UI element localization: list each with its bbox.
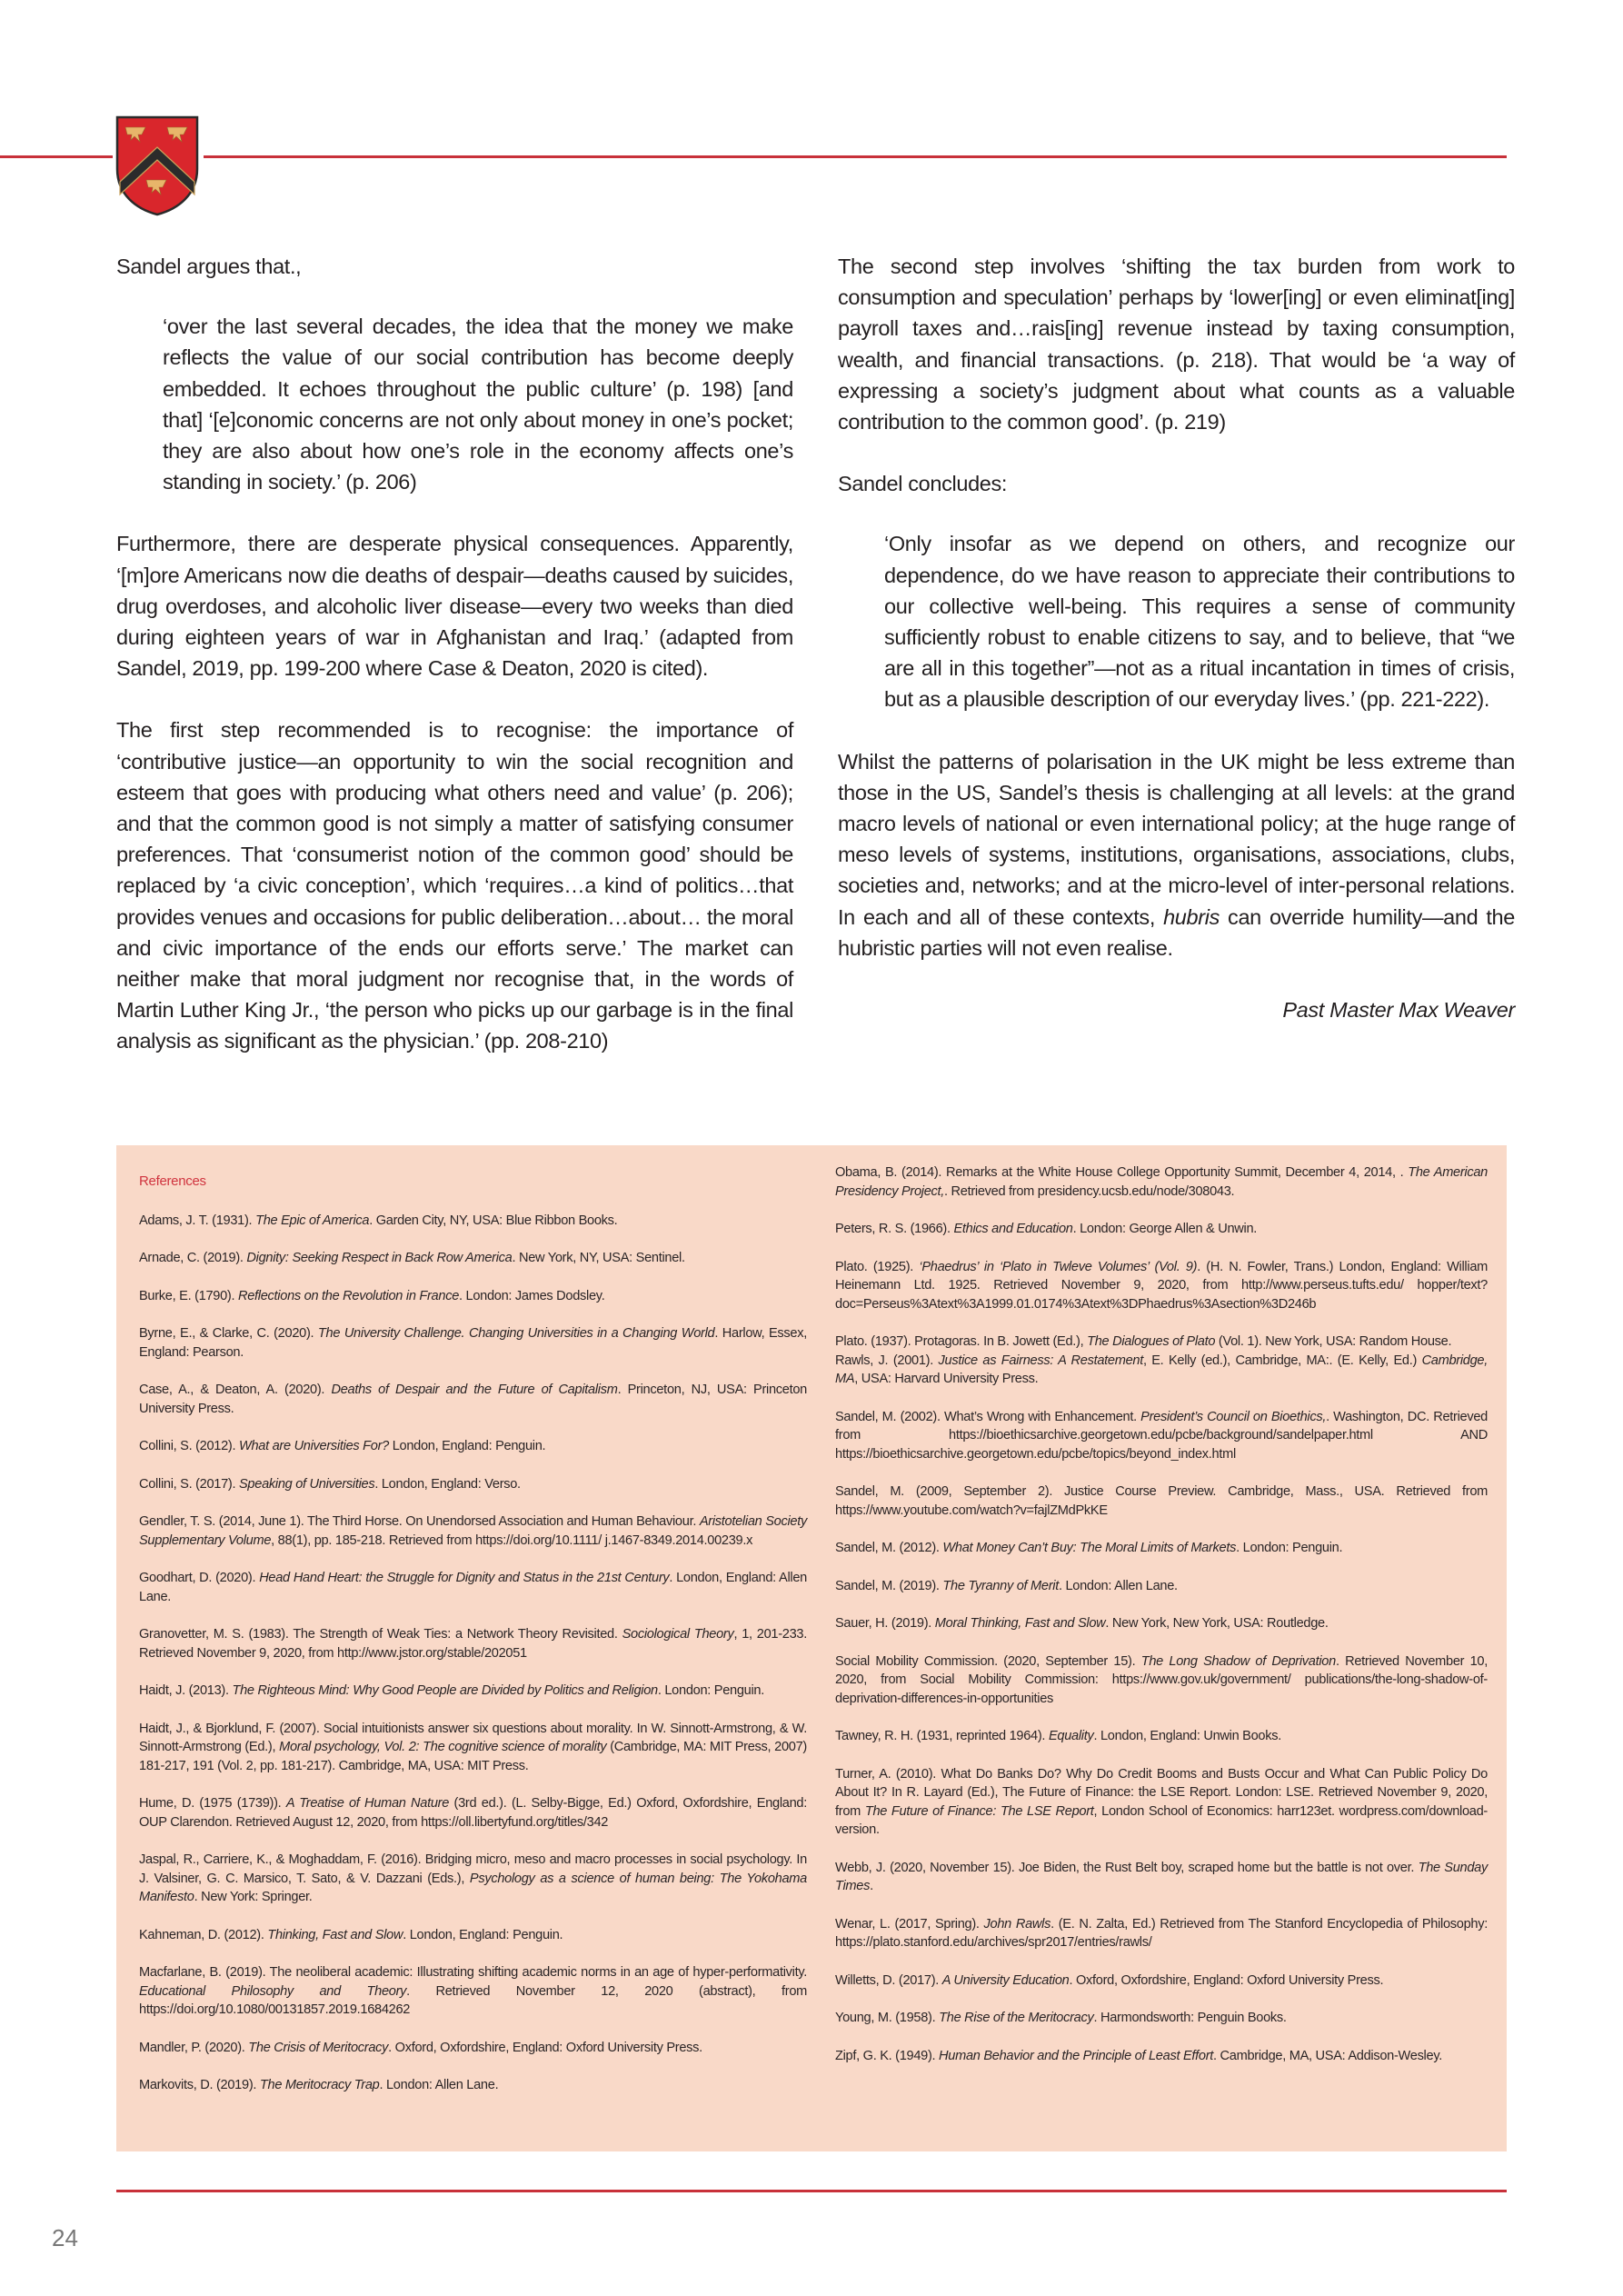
references-right-column: [835, 1163, 1488, 2084]
reference-entry: Mandler, P. (2020). The Crisis of Meritocracy. Oxford, Oxfordshire, England: Oxford University Press.: [139, 2040, 702, 2055]
reference-entry: Wenar, L. (2017, Spring). John Rawls. (E. N. Zalta, Ed.) Retrieved from The Stanford Encyclopedia of Philosophy: https://plato.stanford.edu/archives/spr2017/entries/rawls/: [835, 1916, 1488, 1950]
reference-entry: Case, A., & Deaton, A. (2020). Deaths of Despair and the Future of Capitalism. Princeton, NJ, USA: Princeton University Press.: [139, 1383, 807, 1416]
body-paragraph: Whilst the patterns of polarisation in the UK might be less extreme than those in the US, Sandel’s thesis is challenging at all levels: at the grand macro levels of national or even international policy; at the huge range of meso levels of systems, institutions, organisations, associations, clubs, societies and, networks; and at the micro-level of inter-personal relations. In each and all of these contexts, hubris can override humility—and the hubristic parties will not even realise.: [838, 749, 1515, 960]
reference-entry: Haidt, J. (2013). The Righteous Mind: Why Good People are Divided by Politics and Religion. London: Penguin.: [139, 1683, 764, 1698]
intro-text: Sandel concludes:: [838, 472, 1008, 496]
reference-entry: Jaspal, R., Carriere, K., & Moghaddam, F. (2016). Bridging micro, meso and macro processes in social psychology. In J. Valsiner, G. C. Marsico, T. Sato, & V. Dazzani (Eds.), Psychology as a science of human being: The Yokohama Manifesto. New York: Springer.: [139, 1852, 807, 1904]
reference-entry: Macfarlane, B. (2019). The neoliberal academic: Illustrating shifting academic norms in an age of hyper-performativity. Educational Philosophy and Theory. Retrieved November 12, 2020 (abstract), from https://doi.org/10.1080/00131857.2019.1684262: [139, 1965, 807, 2017]
reference-entry: Sauer, H. (2019). Moral Thinking, Fast and Slow. New York, New York, USA: Routledge.: [835, 1616, 1329, 1631]
reference-entry: Sandel, M. (2009, September 2). Justice Course Preview. Cambridge, Mass., USA. Retrieved from https://www.youtube.com/watch?v=fajlZMdPkKE: [835, 1484, 1488, 1518]
reference-entry: Tawney, R. H. (1931, reprinted 1964). Equality. London, England: Unwin Books.: [835, 1729, 1281, 1743]
block-quote: ‘Only insofar as we depend on others, and recognize our dependence, do we have reason to appreciate their contributions to our collective well-being. This requires a sense of community sufficiently robust to enable citizens to say, and to believe, that “we are all in this together”—not as a ritual incantation in times of crisis, but as a plausible description of our everyday lives.’ (pp. 221-222).: [884, 532, 1515, 712]
references-left-column: [139, 1163, 807, 2114]
reference-entry: Collini, S. (2017). Speaking of Universities. London, England: Verso.: [139, 1476, 521, 1492]
references-list: [835, 1163, 1488, 2065]
reference-entry: Burke, E. (1790). Reflections on the Revolution in France. London: James Dodsley.: [139, 1288, 605, 1303]
reference-entry: Peters, R. S. (1966). Ethics and Education. London: George Allen & Unwin.: [835, 1222, 1258, 1236]
reference-entry: Willetts, D. (2017). A University Education. Oxford, Oxfordshire, England: Oxford University Press.: [835, 1972, 1384, 1988]
reference-entry: Arnade, C. (2019). Dignity: Seeking Respect in Back Row America. New York, NY, USA: Sentinel.: [139, 1251, 685, 1265]
intro-text: Sandel argues that.,: [116, 255, 302, 278]
reference-entry: Obama, B. (2014). Remarks at the White House College Opportunity Summit, December 4, 2014, . The American Presidency Project,. Retrieved from presidency.ucsb.edu/node/308043.: [835, 1165, 1489, 1199]
reference-entry: Hume, D. (1975 (1739)). A Treatise of Human Nature (3rd ed.). (L. Selby-Bigge, Ed.) Oxford, Oxfordshire, England: OUP Clarendon. Retrieved August 12, 2020, from https://oll.libertyfund.org/titles/342: [139, 1796, 807, 1830]
reference-entry: Sandel, M. (2019). The Tyranny of Merit. London: Allen Lane.: [835, 1578, 1178, 1593]
reference-entry: Zipf, G. K. (1949). Human Behavior and the Principle of Least Effort. Cambridge, MA, USA: Addison-Wesley.: [835, 2048, 1442, 2063]
author-signoff: Past Master Max Weaver: [1282, 998, 1515, 1023]
right-text-column: [838, 251, 1515, 1056]
reference-entry: Adams, J. T. (1931). The Epic of America. Garden City, NY, USA: Blue Ribbon Books.: [139, 1213, 618, 1228]
reference-entry: Kahneman, D. (2012). Thinking, Fast and Slow. London, England: Penguin.: [139, 1927, 563, 1942]
reference-entry: Plato. (1925). ‘Phaedrus’ in ‘Plato in Twleve Volumes’ (Vol. 9). (H. N. Fowler, Trans.) London, England: William Heinemann Ltd. 1925. Retrieved November 9, 2020, from http://www.perseus.tufts.edu/ hopper/text?doc=Perseus%3Atext%3A1999.01.0174%3Atext%3DPhaedrus%3Asection%3D246b: [835, 1259, 1488, 1312]
reference-entry: Haidt, J., & Bjorklund, F. (2007). Social intuitionists answer six questions about morality. In W. Sinnott-Armstrong, & W. Sinnott-Armstrong (Ed.), Moral psychology, Vol. 2: The cognitive science of morality (Cambridge, MA: MIT Press, 2007) 181-217, 191 (Vol. 2, pp. 181-217). Cambridge, MA, USA: MIT Press.: [139, 1721, 807, 1773]
block-quote: ‘over the last several decades, the idea that the money we make reflects the value of our social contribution has become deeply embedded. It echoes throughout the public culture’ (p. 198) [and that] ‘[e]conomic concerns are not only about money in one’s pocket; they are also about how one’s role in the economy affects one’s standing in society.’ (p. 206): [163, 314, 793, 494]
body-paragraph: The first step recommended is to recognise: the importance of ‘contributive justice—an opportunity to win the social recognition and esteem that goes with producing what others need and value’ (p. 206); and that the common good is not simply a matter of satisfying consumer preferences. That ‘consumerist notion of the common good’ should be replaced by ‘a civic conception’, which ‘requires…a kind of politics…that provides venues and occasions for public deliberation…about… the moral and civic importance of the ends our efforts serve.’ The market can neither make that moral judgment nor recognise that, in the words of Martin Luther King Jr., ‘the person who picks up our garbage is in the final analysis as significant as the physician.’ (pp. 208-210): [116, 718, 793, 1053]
reference-entry: Young, M. (1958). The Rise of the Meritocracy. Harmondsworth: Penguin Books.: [835, 2011, 1287, 2025]
reference-entry: Granovetter, M. S. (1983). The Strength of Weak Ties: a Network Theory Revisited. Sociological Theory, 1, 201-233. Retrieved November 9, 2020, from http://www.jstor.org/stable/202051: [139, 1627, 807, 1661]
left-text-column: [116, 251, 793, 1088]
page-number: 24: [52, 2224, 78, 2251]
reference-entry: Rawls, J. (2001). Justice as Fairness: A Restatement, E. Kelly (ed.), Cambridge, MA:. (E. Kelly, Ed.) Cambridge, MA, USA: Harvard University Press.: [835, 1353, 1488, 1386]
reference-entry: Gendler, T. S. (2014, June 1). The Third Horse. On Unendorsed Association and Human Behaviour. Aristotelian Society Supplementary Volume, 88(1), pp. 185-218. Retrieved from https://doi.org/10.1111/ j.1467-8349.2014.00239.x: [139, 1514, 807, 1548]
body-paragraph: The second step involves ‘shifting the tax burden from work to consumption and speculation’ perhaps by ‘lower[ing] or even eliminat[ing] payroll taxes and…rais[ing] revenue instead by taxing consumption, wealth, and financial transactions. (p. 218). That would be ‘a way of expressing a society’s judgment about what counts as a valuable contribution to the common good’. (p. 219): [838, 255, 1515, 434]
references-heading: References: [139, 1173, 206, 1189]
reference-entry: Goodhart, D. (2020). Head Hand Heart: the Struggle for Dignity and Status in the 21st Century. London, England: Allen Lane.: [139, 1571, 807, 1604]
body-paragraph: Furthermore, there are desperate physical consequences. Apparently, ‘[m]ore Americans now die deaths of despair—deaths caused by suicides, drug overdoses, and alcoholic liver disease—every two weeks than died during eighteen years of war in Afghanistan and Iraq.’ (adapted from Sandel, 2019, pp. 199-200 where Case & Deaton, 2020 is cited).: [116, 532, 793, 681]
reference-entry: Plato. (1937). Protagoras. In B. Jowett (Ed.), The Dialogues of Plato (Vol. 1). New York, USA: Random House.: [835, 1334, 1452, 1349]
footer-rule: [116, 2190, 1507, 2192]
header-rule: [0, 155, 1507, 158]
college-crest-shield-icon: [115, 115, 200, 216]
reference-entry: Webb, J. (2020, November 15). Joe Biden, the Rust Belt boy, scraped home but the battle is not over. The Sunday Times.: [835, 1860, 1488, 1893]
references-list: [139, 1212, 807, 2095]
reference-entry: Sandel, M. (2002). What’s Wrong with Enhancement. President’s Council on Bioethics,. Washington, DC. Retrieved from https://bioethicsarchive.georgetown.edu/pcbe/background/sandelpaper.html AND https://bioethicsarchive.georgetown.edu/pcbe/topics/beyond_index.html: [835, 1409, 1488, 1462]
reference-entry: Byrne, E., & Clarke, C. (2020). The University Challenge. Changing Universities in a Changing World. Harlow, Essex, England: Pearson.: [139, 1326, 807, 1360]
reference-entry: Collini, S. (2012). What are Universities For? London, England: Penguin.: [139, 1439, 546, 1453]
reference-entry: Sandel, M. (2012). What Money Can’t Buy: The Moral Limits of Markets. London: Penguin.: [835, 1541, 1343, 1555]
reference-entry: Markovits, D. (2019). The Meritocracy Trap. London: Allen Lane.: [139, 2078, 499, 2092]
references-box: [116, 1145, 1507, 2151]
reference-entry: Social Mobility Commission. (2020, September 15). The Long Shadow of Deprivation. Retrieved November 10, 2020, from Social Mobility Commission: https://www.gov.uk/government/ publications/the-long-shadow-of-deprivation-differences-in-opportunities: [835, 1653, 1488, 1706]
reference-entry: Turner, A. (2010). What Do Banks Do? Why Do Credit Booms and Busts Occur and What Can Public Policy Do About It? In R. Layard (Ed.), The Future of Finance: the LSE Report. London: LSE. Retrieved November 9, 2020, from The Future of Finance: The LSE Report, London School of Economics: harr123et. wordpress.com/download-version.: [835, 1766, 1488, 1837]
